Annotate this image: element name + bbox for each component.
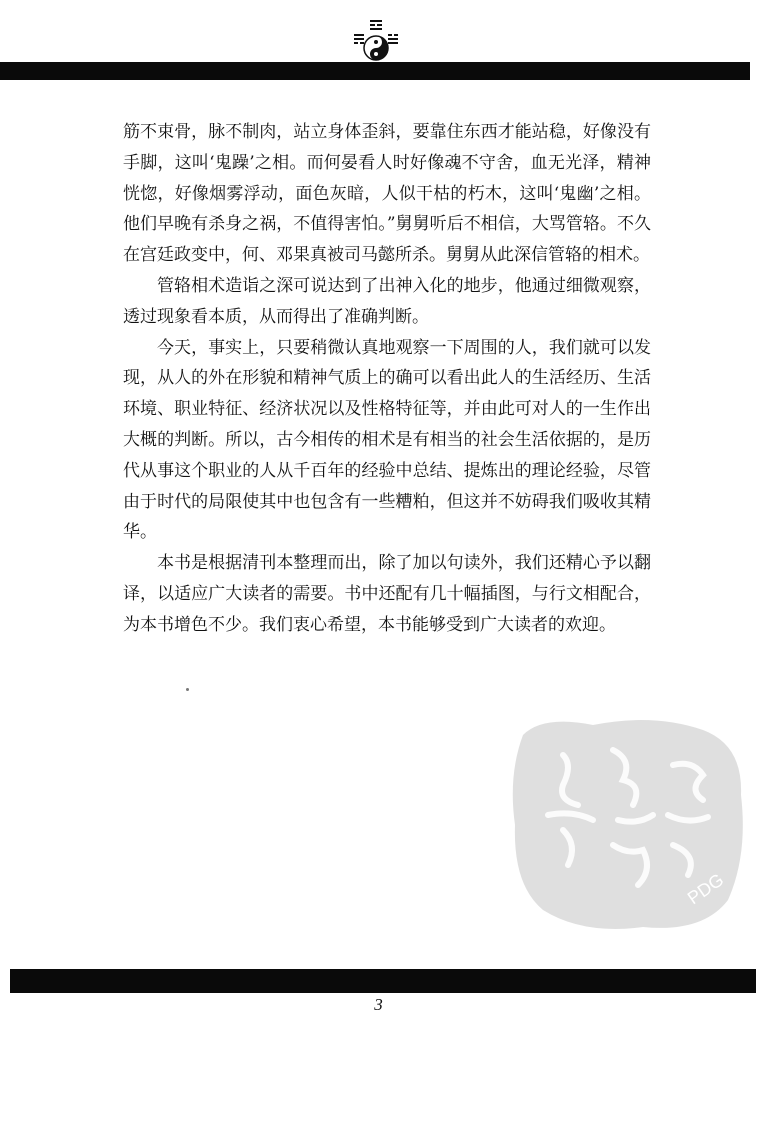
watermark-text: PDG [683,869,728,909]
page-number: 3 [374,995,383,1014]
paragraph-4: 本书是根据清刊本整理而出，除了加以句读外，我们还精心予以翻译，以适应广大读者的需要。书中还配有几十幅插图，与行文相配合，为本书增色不少。我们衷心希望，本书能够受到广大读者的欢迎。 [123,553,651,635]
paragraph-1: 筋不束骨，脉不制肉，站立身体歪斜，要靠住东西才能站稳，好像没有手脚，这叫‘鬼躁’之相。而何晏看人时好像魂不守舍，血无光泽，精神恍惚，好像烟雾浮动，面色灰暗，人似干枯的朽木，这叫‘鬼幽’之相。他们早晚有杀身之祸，不值得害怕。”舅舅听后不相信，大骂管辂。不久在宫廷政变中，何、邓果真被司马懿所杀。舅舅从此深信管辂的相术。 [123,122,651,266]
body-text [123,117,651,641]
paragraph-2: 管辂相术造诣之深可说达到了出神入化的地步，他通过细微观察，透过现象看本质，从而得出了准确判断。 [123,275,651,327]
header-rule [0,62,750,80]
yin-yang-emblem-icon [348,18,404,64]
footer-rule [10,969,756,993]
paragraph-3: 今天，事实上，只要稍微认真地观察一下周围的人，我们就可以发现，从人的外在形貌和精神气质上的确可以看出此人的生活经历、生活环境、职业特征、经济状况以及性格特征等，并由此可对人的一生作出大概的判断。所以，古今相传的相术是有相当的社会生活依据的，是历代从事这个职业的人从千百年的经验中总结、提炼出的理论经验，尽管由于时代的局限使其中也包含有一些糟粕，但这并不妨碍我们吸收其精华。 [123,337,651,543]
pdg-seal-watermark [503,705,753,935]
stray-mark [186,688,189,691]
